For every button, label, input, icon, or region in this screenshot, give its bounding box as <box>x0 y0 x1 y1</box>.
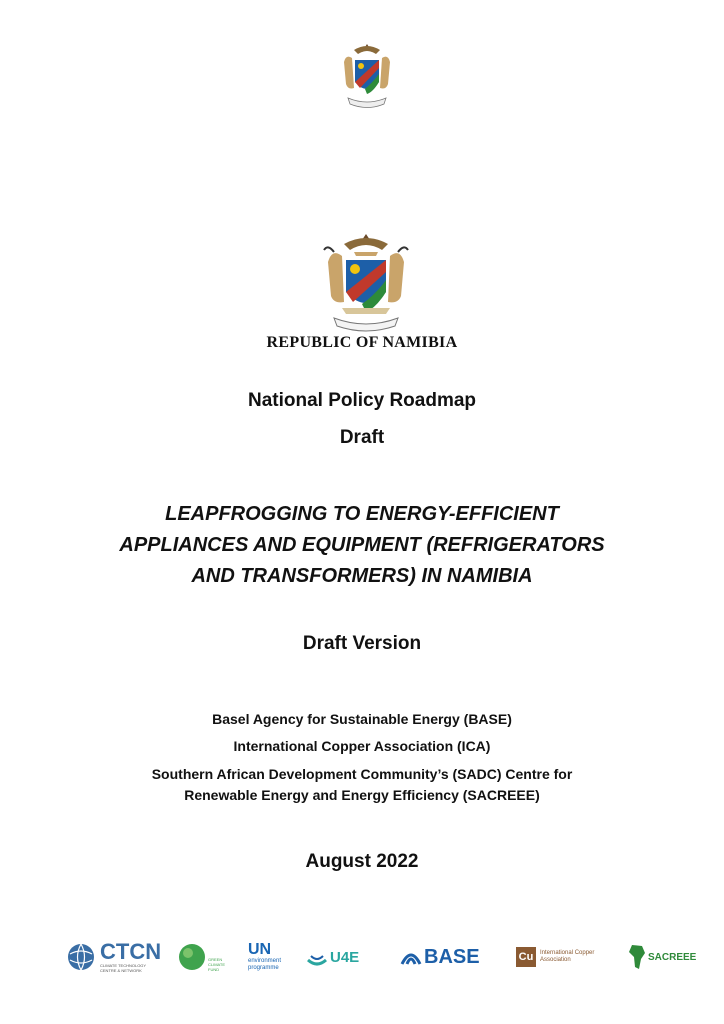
organization-ica: International Copper Association (ICA) <box>233 738 491 754</box>
title-line-2: APPLIANCES AND EQUIPMENT (REFRIGERATORS <box>119 534 605 556</box>
title-line-1: LEAPFROGGING TO ENERGY-EFFICIENT <box>165 503 559 525</box>
u4e-swirl-icon <box>306 946 328 968</box>
gcf-wordmark: GREEN CLIMATE FUND <box>208 956 226 972</box>
unep-subtitle: environment programme <box>248 958 282 971</box>
ica-logo <box>516 934 604 980</box>
organization-sacreee-line-1: Southern African Development Community’s (SADC) Centre for <box>151 766 573 782</box>
organization-sacreee-line-2: Renewable Energy and Energy Efficiency (SACREEE) <box>184 787 540 803</box>
organization-sacreee <box>0 764 724 806</box>
globe-icon <box>66 942 96 972</box>
base-arcs-icon <box>400 948 422 966</box>
unep-logo <box>248 934 288 980</box>
organization-base: Basel Agency for Sustainable Energy (BASE) <box>212 711 512 727</box>
document-status: Draft <box>339 427 385 448</box>
document-title <box>0 499 724 592</box>
u4e-logo <box>306 934 359 980</box>
ctcn-subtitle: CLIMATE TECHNOLOGY CENTRE & NETWORK <box>100 963 147 973</box>
document-version: Draft Version <box>302 633 422 654</box>
title-line-3: AND TRANSFORMERS) IN NAMIBIA <box>191 565 533 587</box>
ica-mark: Cu <box>516 947 536 967</box>
country-label: REPUBLIC OF NAMIBIA <box>266 334 458 351</box>
ctcn-logo <box>66 934 162 980</box>
ctcn-wordmark: CTCN <box>100 939 162 964</box>
document-subtitle: National Policy Roadmap <box>247 390 477 411</box>
un-wordmark: UN <box>248 941 272 958</box>
gcf-emblem-icon <box>178 943 206 971</box>
document-date: August 2022 <box>305 851 419 872</box>
base-wordmark: BASE <box>424 945 480 968</box>
africa-map-icon <box>628 943 646 971</box>
sacreee-logo <box>628 934 696 980</box>
coat-of-arms-small <box>340 42 394 114</box>
sacreee-wordmark: SACREEE <box>648 951 697 963</box>
base-logo <box>400 934 480 980</box>
partner-logos <box>60 934 700 984</box>
coat-of-arms-large <box>322 232 410 338</box>
u4e-wordmark: U4E <box>330 948 360 966</box>
gcf-logo <box>178 934 232 980</box>
ica-wordmark: International Copper Association <box>540 950 595 963</box>
